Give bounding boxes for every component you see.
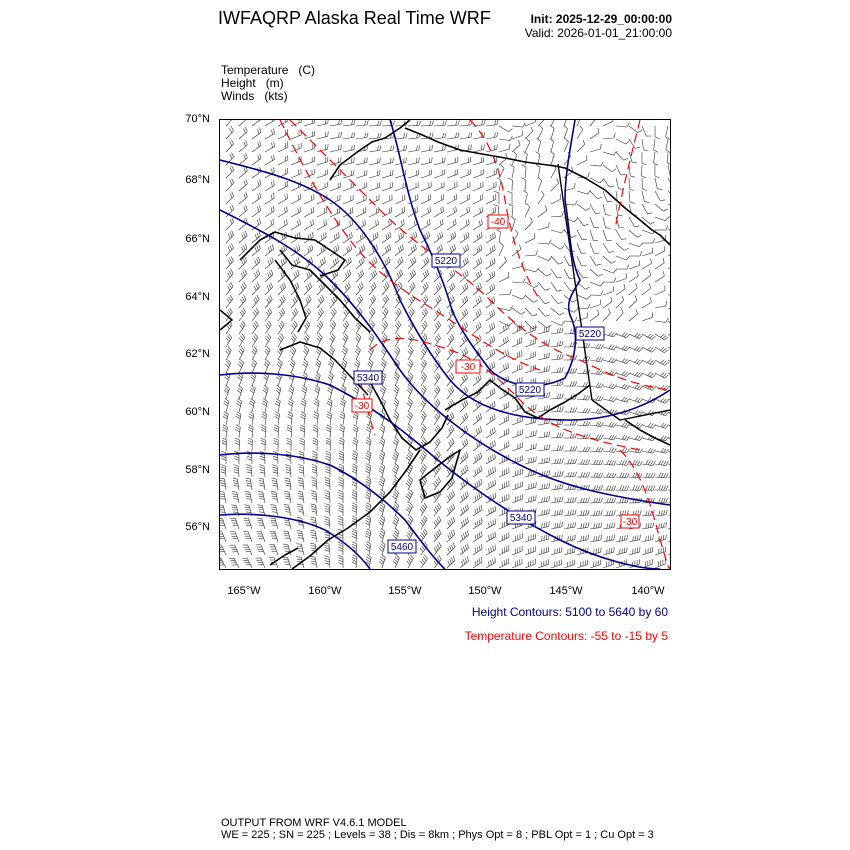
temp-label-2 [456, 360, 480, 373]
temp-contour-6 [620, 450, 670, 569]
svg-text:5340: 5340 [509, 513, 533, 524]
temp-contour-7 [615, 120, 640, 230]
svg-text:5220: 5220 [518, 385, 542, 396]
height-contour-5520 [220, 514, 370, 569]
svg-text:-30: -30 [354, 401, 370, 412]
height-label-3 [516, 383, 544, 396]
lat-tick-66: 66°N [185, 233, 210, 245]
lon-tick-140: 140°W [631, 585, 665, 597]
lat-tick-62: 62°N [185, 348, 210, 360]
height-label-4 [354, 371, 382, 384]
border-141w [558, 164, 592, 400]
temp-label-4 [621, 515, 639, 528]
map-plot [219, 119, 671, 570]
coastline-bristol [280, 342, 368, 395]
field-unit: (kts) [264, 89, 288, 103]
height-contours [220, 120, 670, 569]
lat-tick-64: 64°N [185, 291, 210, 303]
field-name: Temperature [221, 63, 289, 77]
height-contour-note: Height Contours: 5100 to 5640 by 60 [471, 605, 668, 619]
svg-text:5220: 5220 [434, 256, 458, 267]
lat-tick-68: 68°N [185, 174, 210, 186]
valid-time: Valid: 2026-01-01_21:00:00 [524, 26, 672, 40]
svg-text:-40: -40 [490, 217, 506, 228]
coastline-seward [275, 260, 306, 332]
lat-tick-56: 56°N [185, 521, 210, 533]
field-name: Winds [221, 89, 255, 103]
field-temperature [221, 63, 315, 77]
init-time: Init: 2025-12-29_00:00:00 [530, 12, 672, 26]
coastline-west-1 [240, 232, 345, 276]
lon-tick-150: 150°W [468, 585, 502, 597]
lat-tick-70: 70°N [185, 113, 210, 125]
field-unit: (m) [265, 76, 284, 90]
map-title: IWFAQRP Alaska Real Time WRF [218, 8, 491, 28]
lon-tick-160: 160°W [308, 585, 342, 597]
height-contour-5220 [390, 120, 580, 386]
lat-tick-60: 60°N [185, 406, 210, 418]
lon-tick-145: 145°W [549, 585, 583, 597]
coastline-layer [220, 120, 670, 569]
coastline-gulf [538, 385, 590, 418]
lon-tick-155: 155°W [388, 585, 422, 597]
svg-text:5340: 5340 [356, 373, 380, 384]
coastline-islands [270, 548, 298, 565]
height-label-6 [388, 540, 416, 553]
border-layer [558, 164, 670, 420]
height-label-2 [576, 327, 604, 340]
temp-label-1 [488, 215, 508, 228]
field-unit: (C) [298, 63, 316, 77]
model-info-line2: WE = 225 ; SN = 225 ; Levels = 38 ; Dis = 8km ; Phys Opt = 8 ; PBL Opt = 1 ; Cu Opt = 3 [221, 829, 654, 841]
height-label-1 [432, 254, 460, 267]
svg-text:5460: 5460 [390, 542, 414, 553]
height-label-5 [507, 511, 535, 524]
lat-tick-58: 58°N [185, 464, 210, 476]
field-name: Height [221, 76, 256, 90]
svg-text:-30: -30 [622, 517, 638, 528]
field-height [221, 76, 284, 90]
temp-contour-3 [470, 120, 540, 300]
lon-tick-165: 165°W [227, 585, 261, 597]
wind-barbs-layer [220, 120, 670, 568]
svg-text:-30: -30 [460, 362, 476, 373]
temp-label-3 [352, 399, 372, 412]
svg-text:5220: 5220 [578, 329, 602, 340]
model-info-line1: OUTPUT FROM WRF V4.6.1 MODEL [221, 817, 407, 829]
field-winds [221, 89, 288, 103]
coastline-arctic [405, 128, 565, 168]
temperature-contour-note: Temperature Contours: -55 to -15 by 5 [464, 629, 668, 643]
